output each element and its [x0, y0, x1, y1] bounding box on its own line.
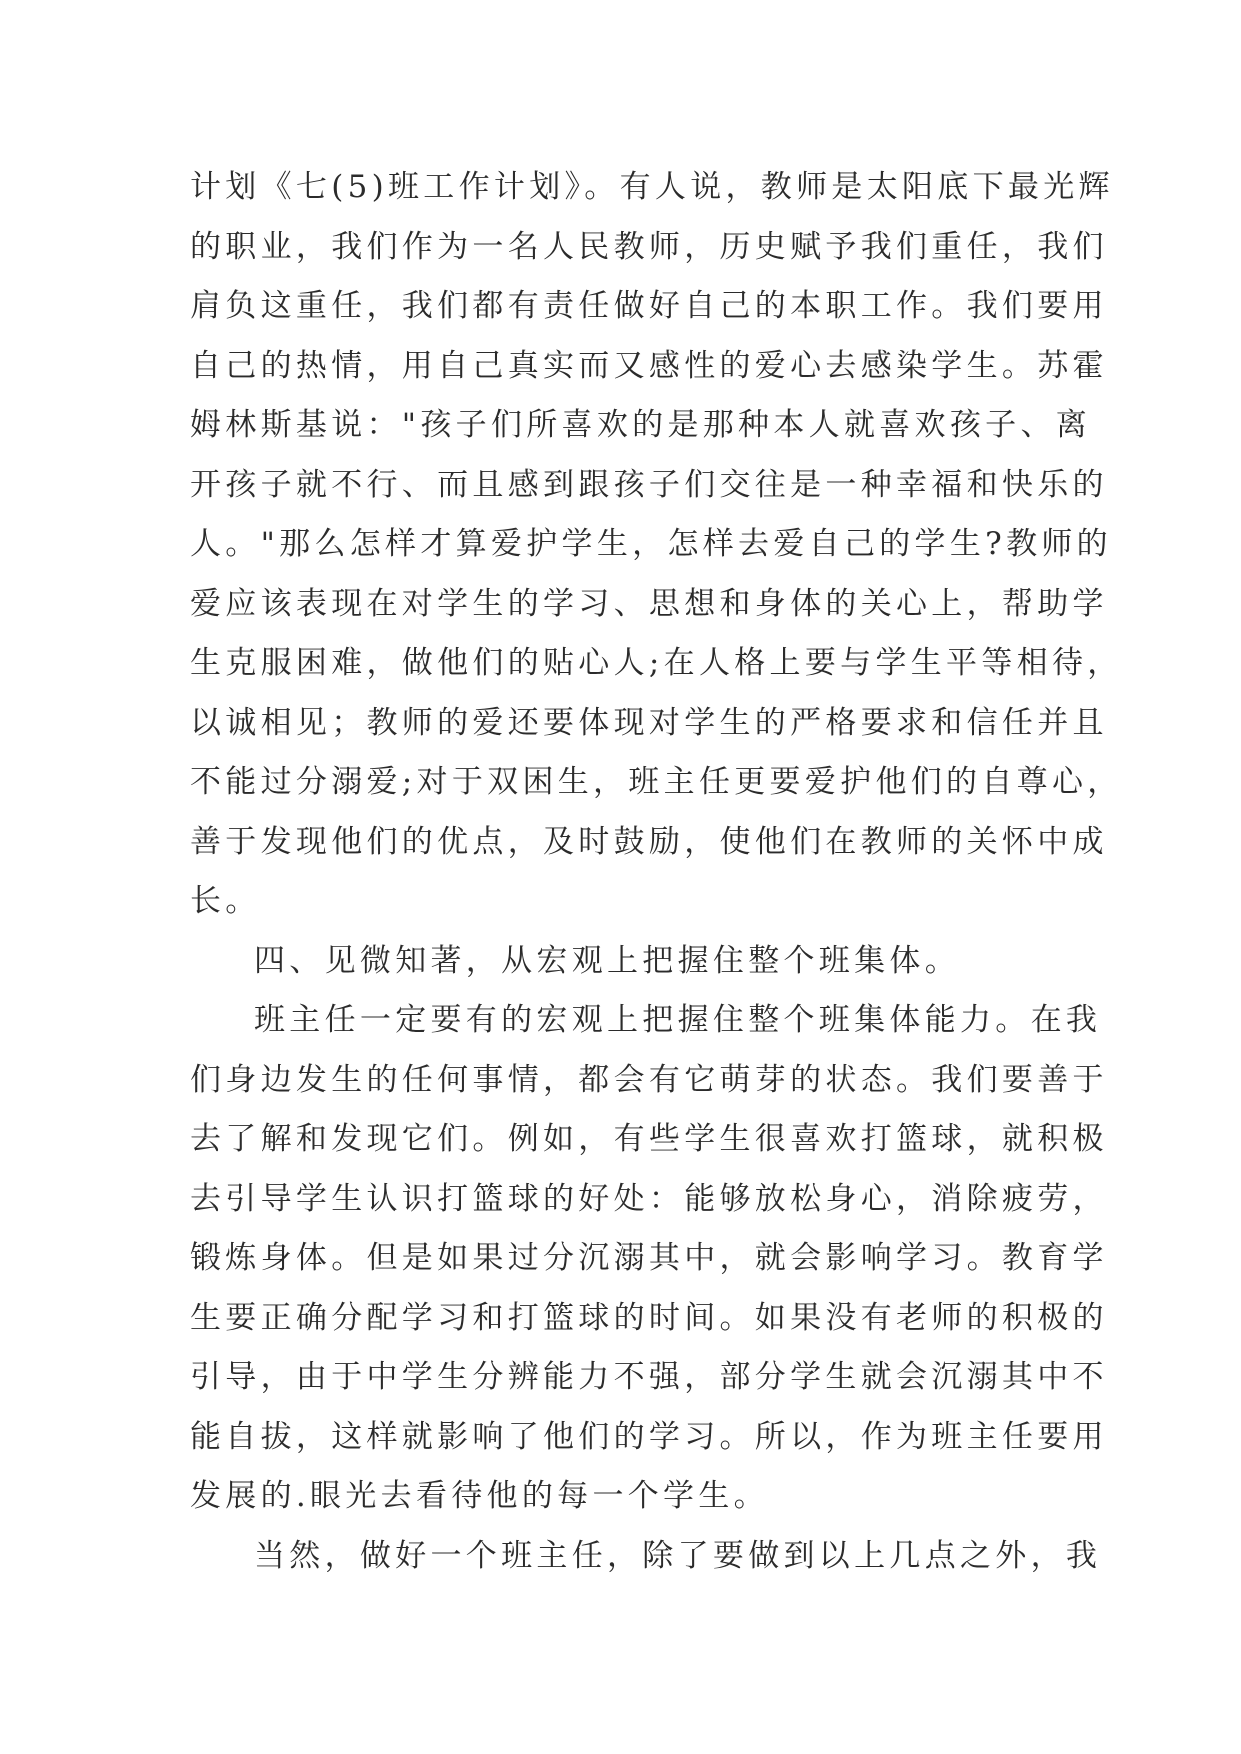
text-line: 善于发现他们的优点，及时鼓励，使他们在教师的关怀中成	[190, 823, 1108, 860]
text-line: 去引导学生认识打篮球的好处：能够放松身心，消除疲劳，	[190, 1180, 1108, 1217]
text-line: 生要正确分配学习和打篮球的时间。如果没有老师的积极的	[190, 1299, 1108, 1336]
paragraph-start: 当然，做好一个班主任，除了要做到以上几点之外，我	[254, 1537, 1102, 1574]
text-line: 自己的热情，用自己真实而又感性的爱心去感染学生。苏霍	[190, 347, 1108, 384]
text-line: 去了解和发现它们。例如，有些学生很喜欢打篮球，就积极	[190, 1121, 1108, 1157]
text-line: 引导，由于中学生分辨能力不强，部分学生就会沉溺其中不	[190, 1359, 1108, 1395]
text-line: 锻炼身体。但是如果过分沉溺其中，就会影响学习。教育学	[190, 1240, 1108, 1276]
text-line: 人。"那么怎样才算爱护学生，怎样去爱自己的学生?教师的	[190, 526, 1112, 562]
paragraph-start: 班主任一定要有的宏观上把握住整个班集体能力。在我	[254, 1002, 1102, 1038]
text-line: 长。	[190, 883, 261, 919]
text-line: 不能过分溺爱;对于双困生，班主任更要爱护他们的自尊心，	[190, 764, 1123, 800]
text-line: 肩负这重任，我们都有责任做好自己的本职工作。我们要用	[190, 288, 1108, 324]
text-line: 开孩子就不行、而且感到跟孩子们交往是一种幸福和快乐的	[190, 466, 1108, 503]
text-line: 发展的.眼光去看待他的每一个学生。	[190, 1478, 769, 1514]
section-heading: 四、见微知著，从宏观上把握住整个班集体。	[254, 942, 960, 979]
text-line: 爱应该表现在对学生的学习、思想和身体的关心上，帮助学	[190, 585, 1108, 622]
text-line: 以诚相见；教师的爱还要体现对学生的严格要求和信任并且	[190, 704, 1108, 741]
text-line: 的职业，我们作为一名人民教师，历史赋予我们重任，我们	[190, 228, 1108, 265]
text-line: 能自拔，这样就影响了他们的学习。所以，作为班主任要用	[190, 1418, 1108, 1455]
text-line: 计划《七(5)班工作计划》。有人说，教师是太阳底下最光辉	[190, 169, 1114, 205]
text-line: 姆林斯基说："孩子们所喜欢的是那种本人就喜欢孩子、离	[190, 407, 1092, 443]
body-text	[190, 158, 1123, 1586]
text-line: 生克服困难，做他们的贴心人;在人格上要与学生平等相待，	[190, 645, 1123, 681]
text-line: 们身边发生的任何事情，都会有它萌芽的状态。我们要善于	[190, 1061, 1108, 1098]
